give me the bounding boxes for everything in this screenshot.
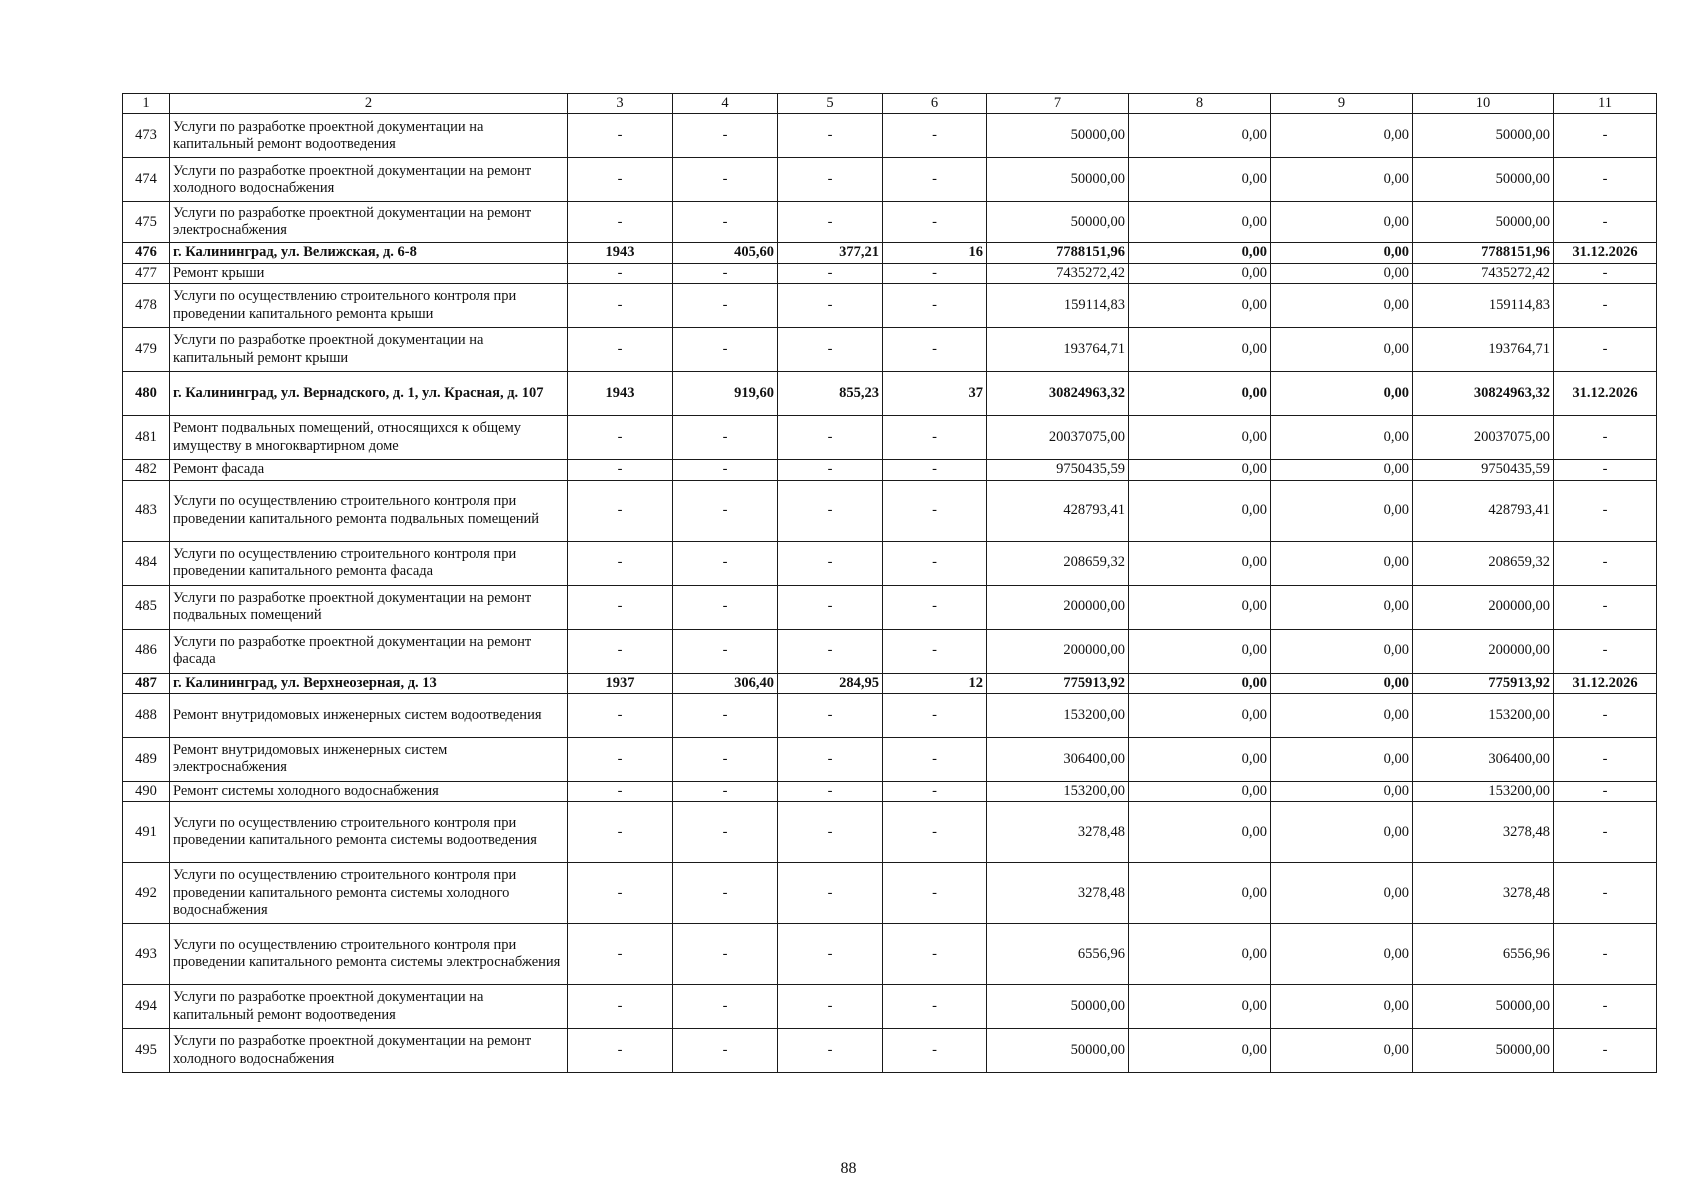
cost-col-9-value: 0,00 [1271,1029,1413,1073]
residents-count-value: - [883,480,987,541]
area-total-value: - [673,781,778,801]
item-name: г. Калининград, ул. Верхнеозерная, д. 13 [170,673,568,693]
residents-count-value: - [883,629,987,673]
cost-col-9-value: 0,00 [1271,480,1413,541]
deadline-value: 31.12.2026 [1554,243,1657,263]
row-number: 495 [123,1029,170,1073]
column-number: 2 [170,94,568,114]
cost-col-9-value: 0,00 [1271,416,1413,460]
residents-count-value: - [883,263,987,283]
table-row [123,781,1657,801]
year-value: - [568,284,673,328]
total-cost-value: 3278,48 [987,863,1129,924]
row-number: 481 [123,416,170,460]
row-number: 482 [123,460,170,480]
year-value: - [568,585,673,629]
cost-col-8-value: 0,00 [1129,629,1271,673]
residents-count-value: - [883,202,987,243]
area-living-value: - [778,480,883,541]
total-cost-value: 306400,00 [987,737,1129,781]
year-value: - [568,985,673,1029]
total-cost-value: 208659,32 [987,541,1129,585]
cost-col-10-value: 200000,00 [1413,585,1554,629]
table-row [123,737,1657,781]
column-number: 8 [1129,94,1271,114]
cost-col-10-value: 9750435,59 [1413,460,1554,480]
cost-col-10-value: 193764,71 [1413,328,1554,372]
cost-col-9-value: 0,00 [1271,802,1413,863]
deadline-value: - [1554,328,1657,372]
cost-col-8-value: 0,00 [1129,416,1271,460]
residents-count-value: - [883,985,987,1029]
item-name: Услуги по разработке проектной документации на ремонт электроснабжения [170,202,568,243]
area-total-value: - [673,416,778,460]
area-living-value: - [778,202,883,243]
cost-col-10-value: 428793,41 [1413,480,1554,541]
area-living-value: - [778,737,883,781]
cost-col-10-value: 7788151,96 [1413,243,1554,263]
deadline-value: - [1554,1029,1657,1073]
cost-col-9-value: 0,00 [1271,541,1413,585]
area-living-value: - [778,263,883,283]
year-value: - [568,328,673,372]
cost-col-10-value: 50000,00 [1413,1029,1554,1073]
area-living-value: - [778,460,883,480]
cost-col-9-value: 0,00 [1271,737,1413,781]
residents-count-value: - [883,328,987,372]
cost-col-8-value: 0,00 [1129,460,1271,480]
cost-col-8-value: 0,00 [1129,114,1271,158]
total-cost-value: 7435272,42 [987,263,1129,283]
row-number: 480 [123,372,170,416]
cost-col-8-value: 0,00 [1129,243,1271,263]
deadline-value: - [1554,284,1657,328]
total-cost-value: 30824963,32 [987,372,1129,416]
cost-col-8-value: 0,00 [1129,802,1271,863]
cost-col-9-value: 0,00 [1271,673,1413,693]
total-cost-value: 50000,00 [987,114,1129,158]
total-cost-value: 3278,48 [987,802,1129,863]
column-number: 6 [883,94,987,114]
area-total-value: - [673,284,778,328]
cost-col-8-value: 0,00 [1129,284,1271,328]
page-number: 88 [840,1160,857,1177]
cost-col-8-value: 0,00 [1129,372,1271,416]
cost-col-10-value: 20037075,00 [1413,416,1554,460]
deadline-value: - [1554,480,1657,541]
year-value: - [568,737,673,781]
residents-count-value: - [883,416,987,460]
cost-col-10-value: 7435272,42 [1413,263,1554,283]
area-total-value: - [673,863,778,924]
year-value: - [568,541,673,585]
deadline-value: - [1554,585,1657,629]
residents-count-value: 12 [883,673,987,693]
total-cost-value: 9750435,59 [987,460,1129,480]
table-row [123,480,1657,541]
cost-col-10-value: 3278,48 [1413,863,1554,924]
total-cost-value: 428793,41 [987,480,1129,541]
row-number: 475 [123,202,170,243]
area-living-value: - [778,416,883,460]
cost-col-9-value: 0,00 [1271,202,1413,243]
cost-col-8-value: 0,00 [1129,673,1271,693]
area-total-value: - [673,924,778,985]
column-number: 11 [1554,94,1657,114]
cost-col-10-value: 30824963,32 [1413,372,1554,416]
residents-count-value: - [883,737,987,781]
item-name: Ремонт подвальных помещений, относящихся к общему имуществу в многоквартирном доме [170,416,568,460]
residents-count-value: - [883,541,987,585]
deadline-value: - [1554,924,1657,985]
year-value: - [568,480,673,541]
total-cost-value: 50000,00 [987,202,1129,243]
row-number: 486 [123,629,170,673]
cost-col-9-value: 0,00 [1271,863,1413,924]
year-value: - [568,924,673,985]
residents-count-value: - [883,1029,987,1073]
cost-col-8-value: 0,00 [1129,541,1271,585]
residents-count-value: - [883,460,987,480]
area-living-value: - [778,629,883,673]
table-row [123,158,1657,202]
column-number: 10 [1413,94,1554,114]
area-living-value: - [778,114,883,158]
table-row [123,202,1657,243]
year-value: 1943 [568,243,673,263]
area-living-value: - [778,284,883,328]
year-value: - [568,1029,673,1073]
year-value: 1937 [568,673,673,693]
row-number: 494 [123,985,170,1029]
deadline-value: - [1554,541,1657,585]
cost-col-9-value: 0,00 [1271,114,1413,158]
item-name: Услуги по осуществлению строительного контроля при проведении капитального ремонта системы холодного водоснабжения [170,863,568,924]
row-number: 490 [123,781,170,801]
row-number: 488 [123,693,170,737]
year-value: - [568,629,673,673]
year-value: - [568,863,673,924]
area-total-value: - [673,1029,778,1073]
residents-count-value: - [883,158,987,202]
year-value: - [568,114,673,158]
cost-col-9-value: 0,00 [1271,284,1413,328]
item-name: Услуги по осуществлению строительного контроля при проведении капитального ремонта системы водоотведения [170,802,568,863]
table-row [123,802,1657,863]
row-number: 478 [123,284,170,328]
cost-col-9-value: 0,00 [1271,460,1413,480]
area-living-value: - [778,585,883,629]
cost-col-10-value: 208659,32 [1413,541,1554,585]
item-name: Услуги по разработке проектной документации на капитальный ремонт водоотведения [170,985,568,1029]
cost-col-8-value: 0,00 [1129,202,1271,243]
item-name: Услуги по разработке проектной документации на капитальный ремонт водоотведения [170,114,568,158]
cost-col-10-value: 306400,00 [1413,737,1554,781]
area-total-value: 405,60 [673,243,778,263]
deadline-value: 31.12.2026 [1554,673,1657,693]
cost-col-8-value: 0,00 [1129,328,1271,372]
area-total-value: 306,40 [673,673,778,693]
total-cost-value: 20037075,00 [987,416,1129,460]
cost-col-9-value: 0,00 [1271,158,1413,202]
total-cost-value: 153200,00 [987,693,1129,737]
item-name: Услуги по осуществлению строительного контроля при проведении капитального ремонта крыши [170,284,568,328]
deadline-value: - [1554,629,1657,673]
cost-col-9-value: 0,00 [1271,372,1413,416]
row-number: 476 [123,243,170,263]
item-name: Ремонт системы холодного водоснабжения [170,781,568,801]
area-living-value: - [778,802,883,863]
area-living-value: - [778,328,883,372]
total-cost-value: 6556,96 [987,924,1129,985]
item-name: Услуги по осуществлению строительного контроля при проведении капитального ремонта системы электроснабжения [170,924,568,985]
cost-col-9-value: 0,00 [1271,693,1413,737]
area-living-value: 377,21 [778,243,883,263]
area-living-value: - [778,541,883,585]
table-row [123,673,1657,693]
deadline-value: - [1554,781,1657,801]
residents-count-value: - [883,802,987,863]
deadline-value: - [1554,863,1657,924]
item-name: Ремонт внутридомовых инженерных систем электроснабжения [170,737,568,781]
item-name: Услуги по разработке проектной документации на капитальный ремонт крыши [170,328,568,372]
table-row [123,629,1657,673]
deadline-value: - [1554,693,1657,737]
row-number: 479 [123,328,170,372]
cost-col-8-value: 0,00 [1129,737,1271,781]
cost-col-10-value: 200000,00 [1413,629,1554,673]
table-row [123,284,1657,328]
year-value: - [568,416,673,460]
year-value: - [568,781,673,801]
cost-col-10-value: 50000,00 [1413,985,1554,1029]
area-total-value: - [673,541,778,585]
cost-col-10-value: 159114,83 [1413,284,1554,328]
area-living-value: 284,95 [778,673,883,693]
row-number: 489 [123,737,170,781]
deadline-value: - [1554,416,1657,460]
table-row [123,114,1657,158]
area-total-value: - [673,737,778,781]
total-cost-value: 775913,92 [987,673,1129,693]
item-name: Услуги по осуществлению строительного контроля при проведении капитального ремонта фасада [170,541,568,585]
area-total-value: - [673,328,778,372]
cost-col-9-value: 0,00 [1271,629,1413,673]
area-total-value: - [673,480,778,541]
area-living-value: 855,23 [778,372,883,416]
row-number: 485 [123,585,170,629]
row-number: 483 [123,480,170,541]
year-value: - [568,460,673,480]
cost-col-9-value: 0,00 [1271,263,1413,283]
cost-col-8-value: 0,00 [1129,585,1271,629]
column-number: 9 [1271,94,1413,114]
year-value: - [568,802,673,863]
residents-count-value: - [883,863,987,924]
table-row [123,263,1657,283]
cost-col-8-value: 0,00 [1129,781,1271,801]
row-number: 491 [123,802,170,863]
cost-col-10-value: 50000,00 [1413,114,1554,158]
column-number-row [123,94,1657,114]
cost-col-8-value: 0,00 [1129,263,1271,283]
row-number: 473 [123,114,170,158]
cost-col-8-value: 0,00 [1129,158,1271,202]
row-number: 474 [123,158,170,202]
cost-col-10-value: 153200,00 [1413,693,1554,737]
total-cost-value: 50000,00 [987,985,1129,1029]
column-number: 3 [568,94,673,114]
item-name: Услуги по разработке проектной документации на ремонт холодного водоснабжения [170,1029,568,1073]
row-number: 493 [123,924,170,985]
area-living-value: - [778,693,883,737]
area-living-value: - [778,985,883,1029]
total-cost-value: 153200,00 [987,781,1129,801]
cost-col-9-value: 0,00 [1271,985,1413,1029]
table-row [123,243,1657,263]
residents-count-value: - [883,781,987,801]
year-value: - [568,158,673,202]
table-row [123,985,1657,1029]
item-name: Услуги по разработке проектной документации на ремонт холодного водоснабжения [170,158,568,202]
table-row [123,585,1657,629]
table-row [123,541,1657,585]
cost-col-10-value: 50000,00 [1413,158,1554,202]
deadline-value: - [1554,263,1657,283]
area-total-value: - [673,263,778,283]
deadline-value: - [1554,114,1657,158]
year-value: - [568,202,673,243]
residents-count-value: - [883,114,987,158]
cost-col-10-value: 50000,00 [1413,202,1554,243]
cost-col-9-value: 0,00 [1271,924,1413,985]
residents-count-value: 37 [883,372,987,416]
cost-col-8-value: 0,00 [1129,480,1271,541]
item-name: Ремонт крыши [170,263,568,283]
area-total-value: - [673,460,778,480]
item-name: Ремонт фасада [170,460,568,480]
total-cost-value: 7788151,96 [987,243,1129,263]
area-total-value: - [673,802,778,863]
deadline-value: - [1554,802,1657,863]
area-total-value: - [673,202,778,243]
residents-count-value: - [883,284,987,328]
cost-col-8-value: 0,00 [1129,924,1271,985]
deadline-value: - [1554,158,1657,202]
cost-col-8-value: 0,00 [1129,985,1271,1029]
cost-col-10-value: 775913,92 [1413,673,1554,693]
cost-col-10-value: 6556,96 [1413,924,1554,985]
table-row [123,416,1657,460]
table-row [123,328,1657,372]
area-total-value: - [673,114,778,158]
area-total-value: - [673,158,778,202]
total-cost-value: 200000,00 [987,585,1129,629]
deadline-value: - [1554,460,1657,480]
area-total-value: - [673,585,778,629]
residents-count-value: - [883,693,987,737]
deadline-value: - [1554,202,1657,243]
column-number: 5 [778,94,883,114]
area-total-value: - [673,693,778,737]
cost-col-9-value: 0,00 [1271,328,1413,372]
table-row [123,372,1657,416]
residents-count-value: - [883,585,987,629]
item-name: Услуги по разработке проектной документации на ремонт фасада [170,629,568,673]
table-row [123,693,1657,737]
total-cost-value: 159114,83 [987,284,1129,328]
item-name: Ремонт внутридомовых инженерных систем водоотведения [170,693,568,737]
cost-col-8-value: 0,00 [1129,863,1271,924]
row-number: 477 [123,263,170,283]
cost-col-8-value: 0,00 [1129,693,1271,737]
row-number: 484 [123,541,170,585]
capital-repair-table [122,93,1657,1073]
table-row [123,1029,1657,1073]
year-value: - [568,263,673,283]
cost-col-9-value: 0,00 [1271,243,1413,263]
year-value: 1943 [568,372,673,416]
row-number: 487 [123,673,170,693]
item-name: Услуги по осуществлению строительного контроля при проведении капитального ремонта подвальных помещений [170,480,568,541]
deadline-value: 31.12.2026 [1554,372,1657,416]
item-name: г. Калининград, ул. Велижская, д. 6-8 [170,243,568,263]
item-name: г. Калининград, ул. Вернадского, д. 1, ул. Красная, д. 107 [170,372,568,416]
area-total-value: - [673,629,778,673]
cost-col-10-value: 3278,48 [1413,802,1554,863]
total-cost-value: 50000,00 [987,1029,1129,1073]
cost-col-8-value: 0,00 [1129,1029,1271,1073]
year-value: - [568,693,673,737]
residents-count-value: - [883,924,987,985]
area-living-value: - [778,924,883,985]
area-living-value: - [778,781,883,801]
column-number: 4 [673,94,778,114]
area-living-value: - [778,863,883,924]
cost-col-9-value: 0,00 [1271,585,1413,629]
row-number: 492 [123,863,170,924]
table-row [123,863,1657,924]
cost-col-9-value: 0,00 [1271,781,1413,801]
cost-col-10-value: 153200,00 [1413,781,1554,801]
deadline-value: - [1554,985,1657,1029]
column-number: 7 [987,94,1129,114]
area-total-value: - [673,985,778,1029]
table-row [123,460,1657,480]
residents-count-value: 16 [883,243,987,263]
area-living-value: - [778,158,883,202]
total-cost-value: 50000,00 [987,158,1129,202]
deadline-value: - [1554,737,1657,781]
area-total-value: 919,60 [673,372,778,416]
total-cost-value: 200000,00 [987,629,1129,673]
area-living-value: - [778,1029,883,1073]
column-number: 1 [123,94,170,114]
total-cost-value: 193764,71 [987,328,1129,372]
item-name: Услуги по разработке проектной документации на ремонт подвальных помещений [170,585,568,629]
table-row [123,924,1657,985]
